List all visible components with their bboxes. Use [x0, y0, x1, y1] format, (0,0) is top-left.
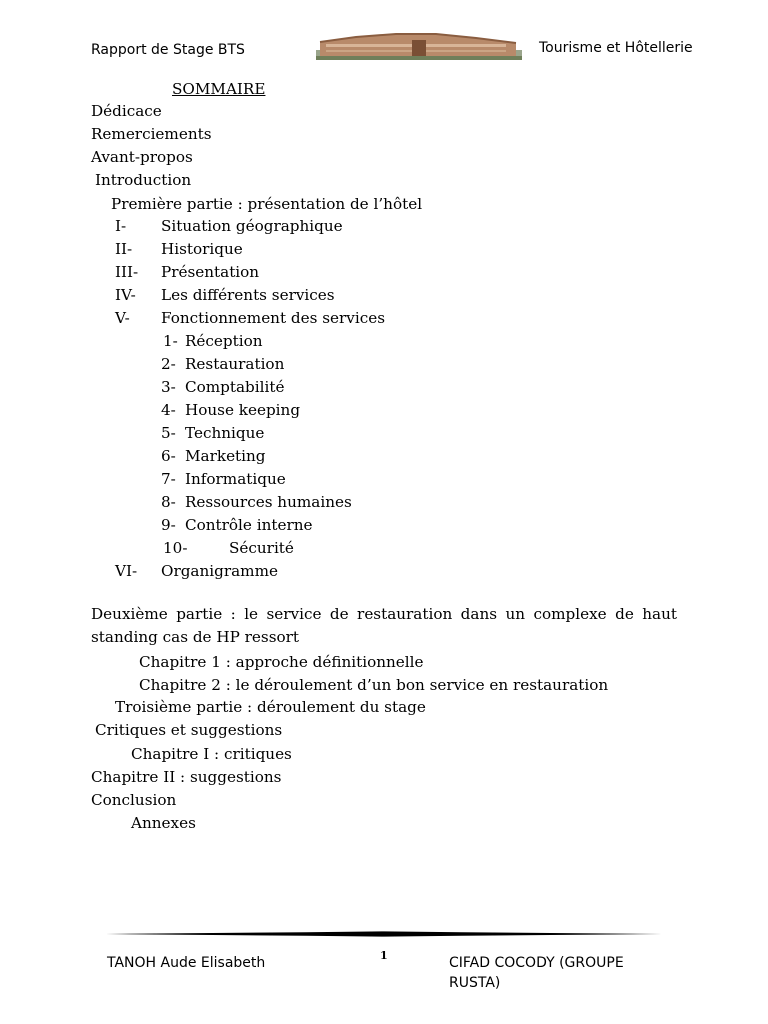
toc-part-three: Troisième partie : déroulement du stage — [115, 698, 426, 716]
header-report-title: Rapport de Stage BTS — [91, 42, 245, 58]
toc-subitem-number: 9- — [161, 516, 176, 534]
toc-item — [115, 216, 126, 236]
toc-chapter-ii: Chapitre II : suggestions — [91, 768, 282, 786]
toc-subitem-label: Ressources humaines — [185, 493, 352, 511]
page-number: 1 — [380, 949, 388, 962]
toc-subitem-label: Sécurité — [229, 539, 294, 557]
toc-part-two: Deuxième partie : le service de restauration dans un complexe de haut standing cas de HP ressort — [91, 605, 677, 646]
toc-subitem-number: 8- — [161, 493, 176, 511]
toc-subitem-label: Technique — [185, 424, 265, 442]
toc-item — [115, 308, 130, 328]
toc-subitem-label: Contrôle interne — [185, 516, 313, 534]
toc-item-label: Organigramme — [161, 562, 278, 580]
toc-conclusion: Conclusion — [91, 791, 177, 809]
toc-item-number: II- — [115, 240, 133, 258]
toc-avant-propos: Avant-propos — [91, 148, 193, 166]
toc-subitem-number: 7- — [161, 470, 176, 488]
toc-item — [115, 262, 138, 282]
toc-subitem-number: 1- — [163, 332, 178, 350]
toc-annexes: Annexes — [131, 814, 196, 832]
toc-subitem-number: 3- — [161, 378, 176, 396]
page-title: SOMMAIRE — [172, 80, 266, 98]
toc-item — [115, 285, 136, 305]
header-field: Tourisme et Hôtellerie — [539, 40, 693, 56]
hotel-building-icon — [316, 28, 522, 60]
toc-chapter-i: Chapitre I : critiques — [131, 745, 292, 763]
toc-item-number: VI- — [115, 562, 138, 580]
toc-subitem-label: Marketing — [185, 447, 266, 465]
toc-item-label: Situation géographique — [161, 217, 343, 235]
toc-item-label: Les différents services — [161, 286, 335, 304]
toc-item-number: I- — [115, 217, 127, 235]
footer-divider — [106, 930, 662, 938]
toc-part-one: Première partie : présentation de l’hôtel — [111, 195, 423, 213]
toc-item-number: IV- — [115, 286, 136, 304]
footer-school: CIFAD COCODY (GROUPE RUSTA) — [449, 955, 624, 991]
toc-subitem-number: 2- — [161, 355, 176, 373]
footer-author: TANOH Aude Elisabeth — [107, 955, 266, 971]
toc-item-number: III- — [115, 263, 139, 281]
toc-critiques-suggestions: Critiques et suggestions — [95, 721, 283, 739]
toc-item-label: Historique — [161, 240, 243, 258]
toc-subitem-label: House keeping — [185, 401, 301, 419]
toc-subitem-label: Réception — [185, 332, 263, 350]
toc-introduction: Introduction — [95, 171, 192, 189]
toc-subitem-label: Informatique — [185, 470, 286, 488]
toc-subitem-label: Comptabilité — [185, 378, 285, 396]
toc-dedicace: Dédicace — [91, 102, 162, 120]
toc-subitem-number: 4- — [161, 401, 176, 419]
toc-remerciements: Remerciements — [91, 125, 212, 143]
toc-item-label: Présentation — [161, 263, 260, 281]
toc-item — [115, 239, 132, 259]
toc-subitem-label: Restauration — [185, 355, 285, 373]
toc-item-number: V- — [115, 309, 130, 327]
toc-subitem-number: 10- — [163, 539, 188, 557]
toc-chapter-2: Chapitre 2 : le déroulement d’un bon service en restauration — [139, 676, 609, 694]
toc-subitem-number: 5- — [161, 424, 176, 442]
toc-subitem-number: 6- — [161, 447, 176, 465]
toc-item-label: Fonctionnement des services — [161, 309, 385, 327]
toc-chapter-1: Chapitre 1 : approche définitionnelle — [139, 653, 424, 671]
